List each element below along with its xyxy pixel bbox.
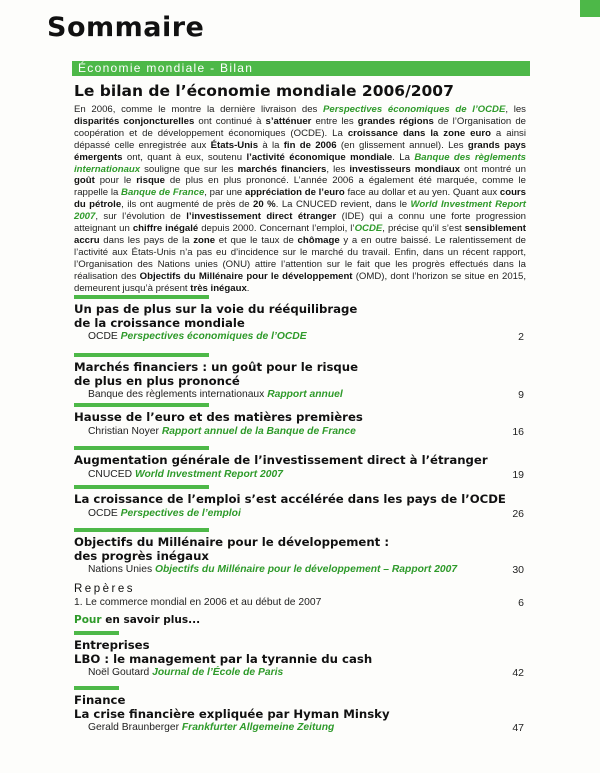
toc-entry-page: 19	[512, 468, 524, 481]
toc-entry-page: 9	[518, 389, 524, 401]
toc-entry-title: Objectifs du Millénaire pour le développement : des progrès inégaux	[74, 535, 390, 563]
toc-entry-source: Nations Unies Objectifs du Millénaire pour le développement – Rapport 2007	[88, 564, 458, 575]
toc-entry-source: OCDE Perspectives de l’emploi	[88, 507, 241, 519]
extra-entry[interactable]	[74, 686, 524, 734]
reperes-block[interactable]	[74, 582, 524, 609]
toc-entry-page: 16	[512, 425, 524, 438]
extra-section: Entreprises	[74, 638, 150, 652]
toc-rule	[74, 403, 209, 407]
more-heading	[74, 614, 524, 626]
toc-entry-page: 30	[512, 564, 524, 576]
extra-entry-source: Gerald Braunberger Frankfurter Allgemeine Zeitung	[88, 722, 335, 733]
extra-entry-page: 47	[512, 722, 524, 734]
toc-entry-title: Un pas de plus sur la voie du rééquilibrage de la croissance mondiale	[74, 302, 358, 330]
toc-entry-source: Banque des règlements internationaux Rapport annuel	[88, 389, 343, 400]
section-banner	[72, 61, 530, 76]
toc-entry-source: CNUCED World Investment Report 2007	[88, 468, 283, 480]
lead-article-title: Le bilan de l’économie mondiale 2006/2007	[74, 82, 454, 100]
extra-rule	[74, 686, 119, 690]
extra-rule	[74, 631, 119, 635]
section-banner-label: Économie mondiale - Bilan	[78, 61, 254, 75]
extra-section: Finance	[74, 693, 126, 707]
toc-entry[interactable]	[74, 485, 524, 520]
reperes-item: 1. Le commerce mondial en 2006 et au début de 2007	[74, 597, 322, 608]
toc-entry[interactable]	[74, 446, 524, 481]
toc-entry[interactable]	[74, 528, 524, 576]
toc-rule	[74, 295, 209, 299]
toc-entry-title: La croissance de l’emploi s’est accélérée dans les pays de l’OCDE	[74, 492, 506, 506]
corner-color-mark	[580, 0, 600, 17]
toc-rule	[74, 485, 209, 489]
toc-entry[interactable]	[74, 353, 524, 401]
reperes-page: 6	[518, 597, 524, 609]
toc-entry[interactable]	[74, 403, 524, 438]
extra-entry-source: Noël Goutard Journal de l’École de Paris	[88, 667, 284, 678]
toc-entry-title: Augmentation générale de l’investissement direct à l’étranger	[74, 453, 488, 467]
more-heading-rest: en savoir plus...	[101, 614, 201, 626]
extra-entry-page: 42	[512, 667, 524, 679]
toc-entry-source: OCDE Perspectives économiques de l’OCDE	[88, 331, 307, 342]
toc-entry-source: Christian Noyer Rapport annuel de la Banque de France	[88, 425, 356, 437]
toc-entry-page: 26	[512, 507, 524, 520]
toc-entry-title: Marchés financiers : un goût pour le risque de plus en plus prononcé	[74, 360, 359, 388]
extra-entry[interactable]	[74, 631, 524, 679]
extra-entry-title: LBO : le management par la tyrannie du cash	[74, 651, 373, 666]
more-heading-first: Pour	[74, 614, 102, 626]
extra-entry-title: La crise financière expliquée par Hyman Minsky	[74, 706, 390, 721]
lead-summary: En 2006, comme le montre la dernière livraison des Perspectives économiques de l’OCDE, les disparités conjoncturelles ont continué à s’atténuer entre les grandes régions de l’Organisation de coopération et de développement économiques (OCDE). La croissance dans la zone euro a ainsi dépassé celle enregistrée aux États-Unis à la fin de 2006 (en glissement annuel). Les grands pays émergents ont, quant à eux, soutenu l’activité économique mondiale. La Banque des règlements internationaux souligne que sur les marchés financiers, les investisseurs mondiaux ont montré un goût pour le risque de plus en plus prononcé. L’année 2006 a également été marquée, comme le rappelle la Banque de France, par une appréciation de l’euro face au dollar et au yen. Quant aux cours du pétrole, ils ont augmenté de près de 20 %. La CNUCED revient, dans le World Investment Report 2007, sur l’évolution de l’investissement direct étranger (IDE) qui a connu une forte progression atteignant un chiffre inégalé depuis 2000. Concernant l’emploi, l’OCDE, précise qu’il s’est sensiblement accru dans les pays de la zone et que le taux de chômage y a en outre baissé. Le ralentissement de l’activité aux États-Unis n’a pas eu d’incidence sur le marché du travail. Enfin, dans un récent rapport, l’Organisation des Nations unies (ONU) attire l’attention sur le fait que les progrès effectués dans la réalisation des Objectifs du Millénaire pour le développement (OMD), dont l’horizon se situe en 2015, demeurent jusqu’à présent très inégaux.	[74, 104, 527, 294]
toc-rule	[74, 528, 209, 532]
toc-entry[interactable]	[74, 295, 524, 343]
toc-rule	[74, 353, 209, 357]
reperes-title: Repères	[74, 583, 135, 595]
page-title: Sommaire	[47, 12, 205, 43]
toc-rule	[74, 446, 209, 450]
toc-entry-page: 2	[518, 331, 524, 343]
toc-entry-title: Hausse de l’euro et des matières premières	[74, 410, 363, 424]
